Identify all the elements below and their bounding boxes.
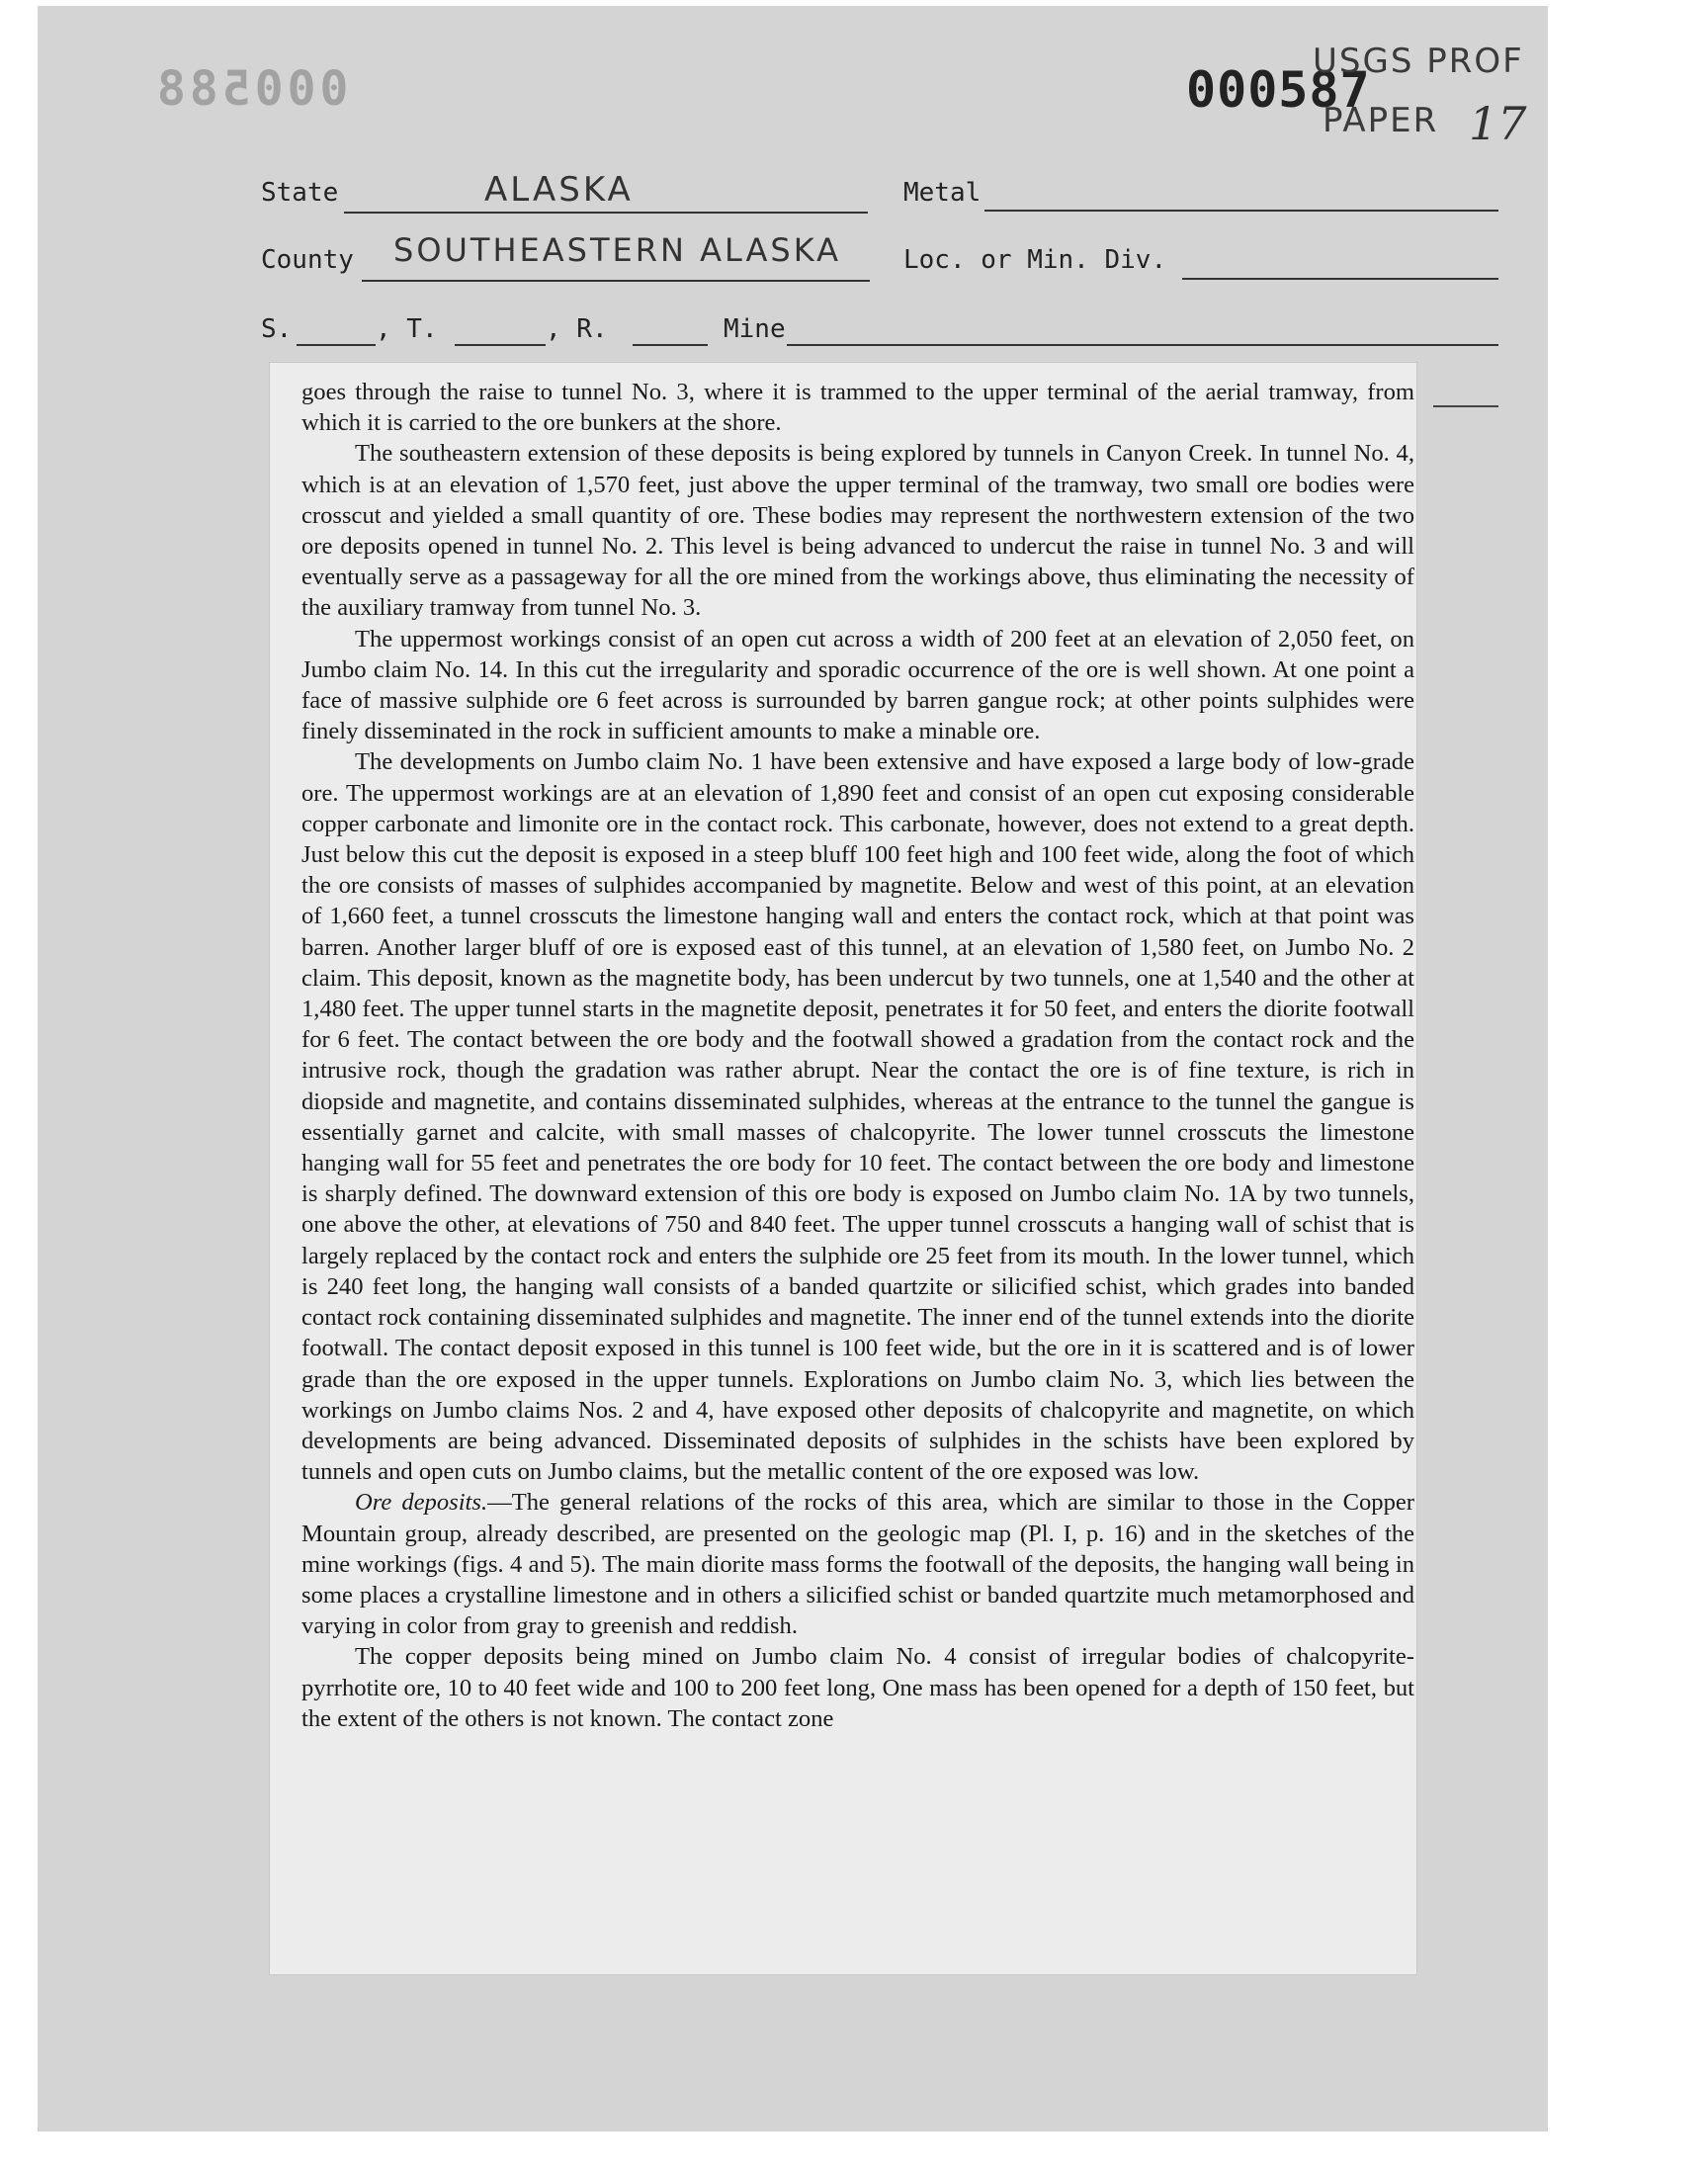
mine-label: Mine bbox=[724, 314, 786, 344]
usgs-prof-label: USGS PROF bbox=[1313, 42, 1524, 81]
paragraph-6: The copper deposits being mined on Jumbo claim No. 4 consist of irregular bodies of chalcopyrite-pyrrhotite ore, 10 to 40 feet wide and 100 to 200 feet long, One mass has been opened for a depth of 150 feet, but the extent of the others is not known. The contact zone bbox=[301, 1643, 1414, 1732]
stamp-number: 000587 bbox=[1186, 61, 1371, 119]
metal-line bbox=[984, 210, 1498, 212]
paragraph-2: The southeastern extension of these deposits is being explored by tunnels in Canyon Creek. In tunnel No. 4, which is at an elevation of 1,570 feet, just above the upper terminal of the tramway, two small ore bodies were crosscut and yielded a small quantity of ore. These bodies may represent the northwestern extension of the two ore deposits opened in tunnel No. 2. This level is being advanced to undercut the raise in tunnel No. 3 and will eventually serve as a passageway for all the ore mined from the workings above, thus eliminating the necessity of the auxiliary tramway from tunnel No. 3. bbox=[301, 440, 1414, 622]
usgs-paper-number: 17 bbox=[1469, 97, 1527, 150]
clipping-body bbox=[301, 377, 1414, 1734]
township-label: , T. bbox=[376, 314, 438, 344]
margin-stub-line bbox=[1433, 405, 1498, 407]
mine-line bbox=[787, 344, 1498, 346]
pasted-text-clipping bbox=[269, 362, 1417, 1975]
faint-stamp-number: 000588 bbox=[153, 61, 349, 117]
loc-label: Loc. or Min. Div. bbox=[903, 245, 1167, 275]
paragraph-1: goes through the raise to tunnel No. 3, where it is trammed to the upper terminal of the aerial tramway, from which it is carried to the ore bunkers at the shore. bbox=[301, 379, 1414, 437]
state-value: ALASKA bbox=[484, 170, 634, 210]
range-line bbox=[633, 344, 708, 346]
paragraph-4: The developments on Jumbo claim No. 1 have been extensive and have exposed a large body of low-grade ore. The uppermost workings are at an elevation of 1,890 feet and consist of an open cut exposing considerable copper carbonate and limonite ore in the contact rock. This carbonate, however, does not extend to a great depth. Just below this cut the deposit is exposed in a steep bluff 100 feet high and 100 feet wide, along the foot of which the ore consists of masses of sulphides accompanied by magnetite. Below and west of this point, at an elevation of 1,660 feet, a tunnel crosscuts the limestone hanging wall and enters the contact rock, which at that point was barren. Another larger bluff of ore is exposed east of this tunnel, at an elevation of 1,580 feet, on Jumbo No. 2 claim. This deposit, known as the magnetite body, has been undercut by two tunnels, one at 1,540 and the other at 1,480 feet. The upper tunnel starts in the magnetite deposit, penetrates it for 50 feet, and enters the diorite footwall for 6 feet. The contact between the ore body and the footwall showed a gradation from the contact rock and the intrusive rock, though the gradation was rather abrupt. Near the contact the ore is of fine texture, is rich in diopside and magnetite, and contains disseminated sulphides, whereas at the entrance to the tunnel the gangue is essentially garnet and calcite, with small masses of chalcopyrite. The lower tunnel crosscuts the limestone hanging wall for 55 feet and penetrates the ore body for 10 feet. The contact between the ore body and limestone is sharply defined. The downward extension of this ore body is exposed on Jumbo claim No. 1A by two tunnels, one above the other, at elevations of 750 and 840 feet. The upper tunnel crosscuts a hanging wall of schist that is largely replaced by the contact rock and enters the sulphide ore 25 feet from its mouth. In the lower tunnel, which is 240 feet long, the hanging wall consists of a banded quartzite or silicified schist, which grades into banded contact rock containing disseminated sulphides and magnetite. The inner end of the tunnel extends into the diorite footwall. The contact deposit exposed in this tunnel is 100 feet wide, but the ore in it is scattered and is of lower grade than the ore exposed in the upper tunnels. Explorations on Jumbo claim No. 3, which lies between the workings on Jumbo claims Nos. 2 and 4, have exposed other deposits of chalcopyrite and magnetite, on which developments are being advanced. Disseminated deposits of sulphides in the schists have been explored by tunnels and open cuts on Jumbo claims, but the metallic content of the ore exposed was low. bbox=[301, 748, 1414, 1486]
county-label: County bbox=[261, 245, 354, 275]
state-line bbox=[344, 212, 868, 214]
township-line bbox=[455, 344, 546, 346]
paragraph-3: The uppermost workings consist of an open cut across a width of 200 feet at an elevation of 2,050 feet, on Jumbo claim No. 14. In this cut the irregularity and sporadic occurrence of the ore is well shown. At one point a face of massive sulphide ore 6 feet across is surrounded by barren gangue rock; at other points sulphides were finely disseminated in the rock in sufficient amounts to make a minable ore. bbox=[301, 625, 1414, 745]
paragraph-5-text: —The general relations of the rocks of this area, which are similar to those in the Copper Mountain group, already described, are presented on the geologic map (Pl. I, p. 16) and in the sketches of the mine workings (figs. 4 and 5). The main diorite mass forms the footwall of the deposits, the hanging wall being in some places a crystalline limestone and in others a silicified schist or banded quartzite much metamorphosed and varying in color from gray to greenish and reddish. bbox=[301, 1489, 1414, 1640]
ore-deposits-heading: Ore deposits. bbox=[355, 1489, 488, 1517]
section-label: S. bbox=[261, 314, 293, 344]
loc-line bbox=[1182, 278, 1498, 280]
range-label: , R. bbox=[546, 314, 608, 344]
section-line bbox=[297, 344, 376, 346]
paragraph-5 bbox=[301, 1487, 1414, 1641]
county-line bbox=[362, 280, 870, 282]
usgs-paper-label: PAPER bbox=[1323, 101, 1439, 140]
county-value: SOUTHEASTERN ALASKA bbox=[393, 231, 842, 269]
metal-label: Metal bbox=[903, 178, 982, 208]
state-label: State bbox=[261, 178, 339, 208]
